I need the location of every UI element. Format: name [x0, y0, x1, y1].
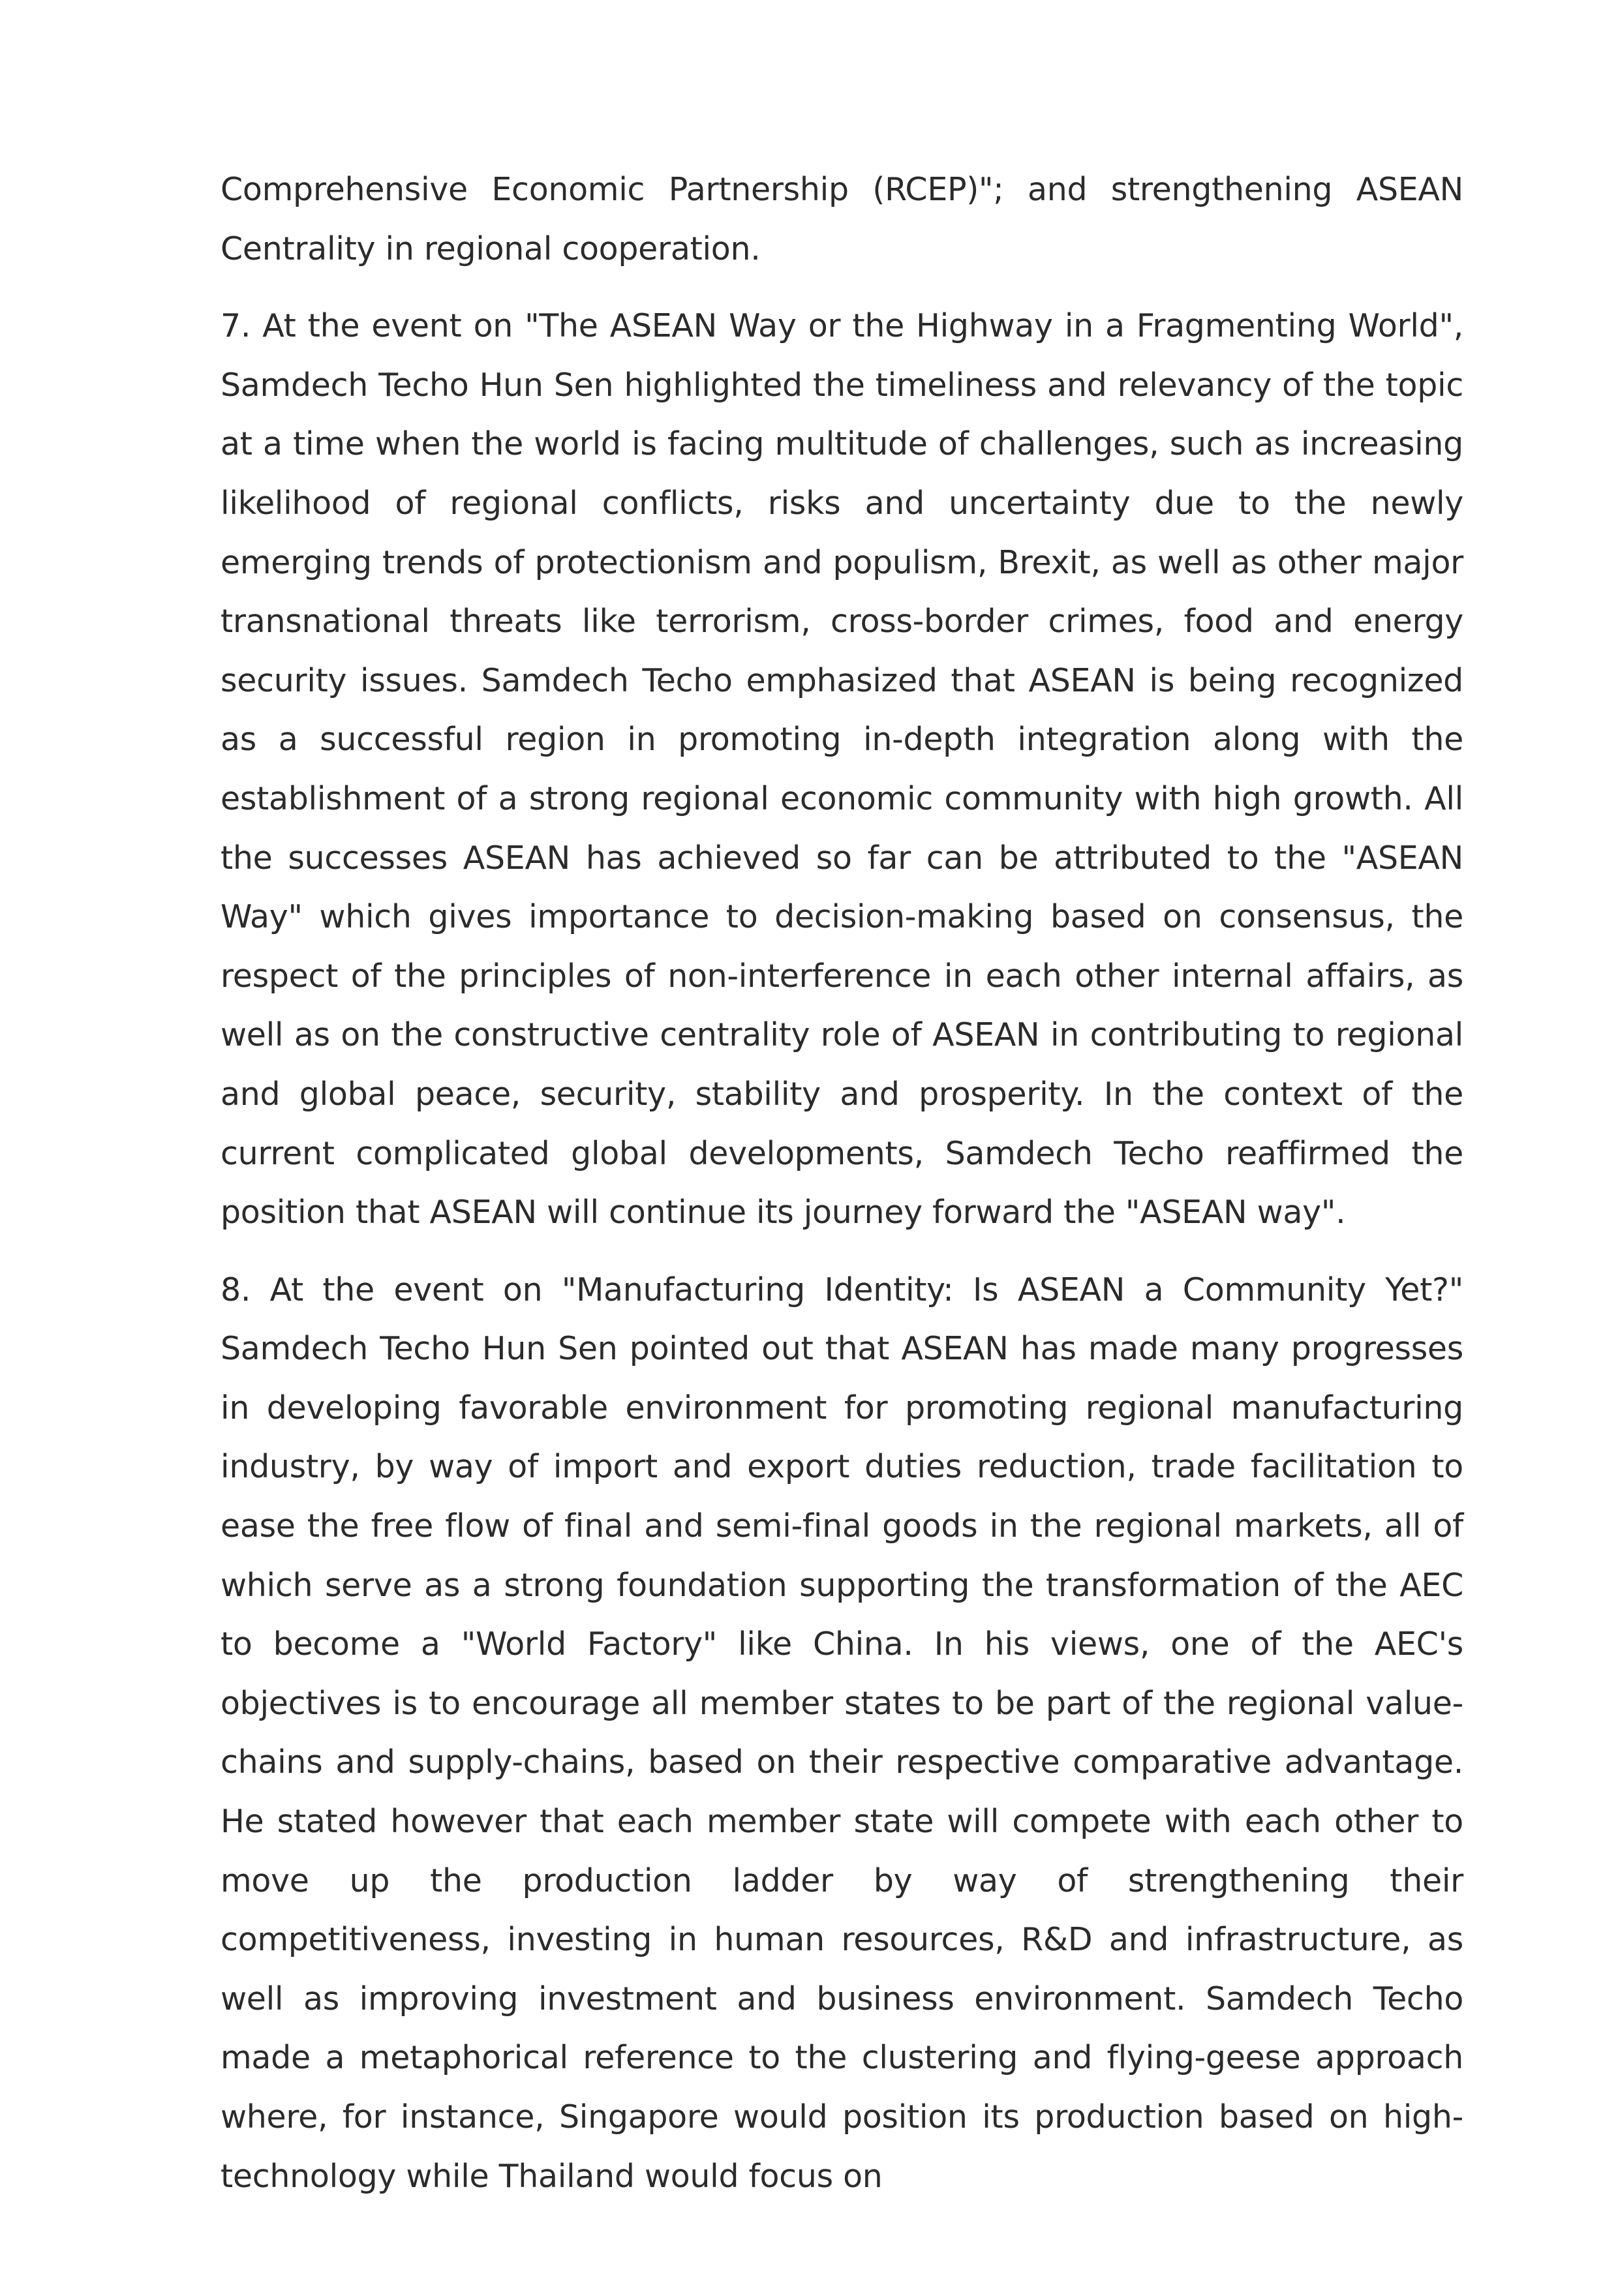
document-body	[221, 160, 1463, 2206]
paragraph-7: 7. At the event on "The ASEAN Way or the Highway in a Fragmenting World", Samdech Techo Hun Sen highlighted the timeliness and relevancy of the topic at a time when the world is facing multitude of challenges, such as increasing likelihood of regional conflicts, risks and uncertainty due to the newly emerging trends of protectionism and populism, Brexit, as well as other major transnational threats like terrorism, cross-border crimes, food and energy security issues. Samdech Techo emphasized that ASEAN is being recognized as a successful region in promoting in-depth integration along with the establishment of a strong regional economic community with high growth. All the successes ASEAN has achieved so far can be attributed to the "ASEAN Way" which gives importance to decision-making based on consensus, the respect of the principles of non-interference in each other internal affairs, as well as on the constructive centrality role of ASEAN in contributing to regional and global peace, security, stability and prosperity. In the context of the current complicated global developments, Samdech Techo reaffirmed the position that ASEAN will continue its journey forward the "ASEAN way".	[221, 307, 1463, 1231]
paragraph-8: 8. At the event on "Manufacturing Identity: Is ASEAN a Community Yet?" Samdech Techo Hun Sen pointed out that ASEAN has made many progresses in developing favorable environment for promoting regional manufacturing industry, by way of import and export duties reduction, trade facilitation to ease the free flow of final and semi-final goods in the regional markets, all of which serve as a strong foundation supporting the transformation of the AEC to become a "World Factory" like China. In his views, one of the AEC's objectives is to encourage all member states to be part of the regional value-chains and supply-chains, based on their respective comparative advantage. He stated however that each member state will compete with each other to move up the production ladder by way of strengthening their competitiveness, investing in human resources, R&D and infrastructure, as well as improving investment and business environment. Samdech Techo made a metaphorical reference to the clustering and flying-geese approach where, for instance, Singapore would position its production based on high-technology while Thailand would focus on	[221, 1271, 1463, 2195]
paragraph-rcep-continuation: Comprehensive Economic Partnership (RCEP)"; and strengthening ASEAN Centrality in regional cooperation.	[221, 171, 1463, 267]
